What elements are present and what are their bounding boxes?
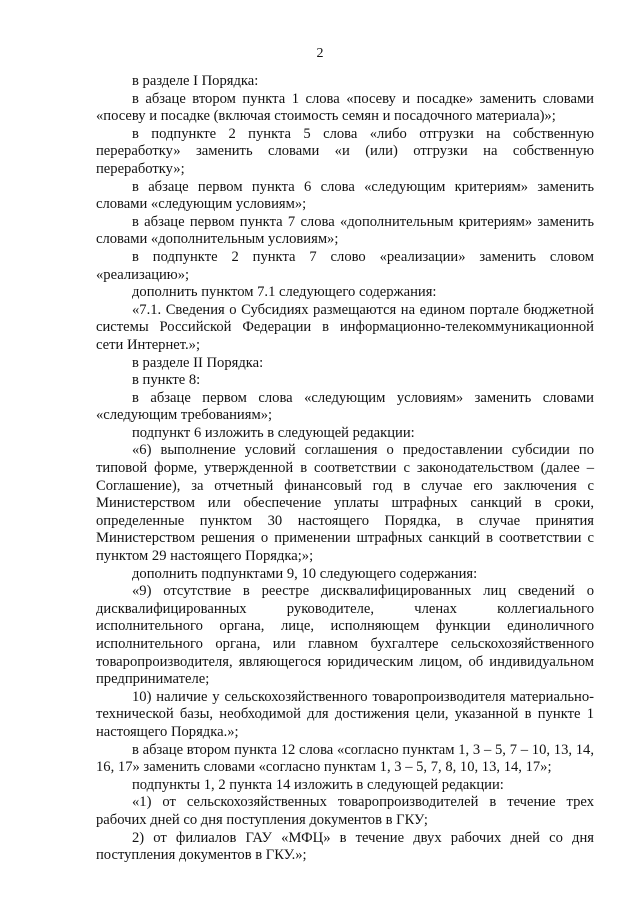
paragraph: в подпункте 2 пункта 5 слова «либо отгрузки на собственную переработку» заменить словами «и (или) отгрузки на собственную переработку»; <box>96 125 594 177</box>
paragraph: «7.1. Сведения о Субсидиях размещаются на едином портале бюджетной системы Российской Федерации в информационно-телекоммуникационной сети Интернет.»; <box>96 301 594 353</box>
paragraph: 2) от филиалов ГАУ «МФЦ» в течение двух рабочих дней со дня поступления документов в ГКУ.»; <box>96 829 594 864</box>
paragraph: «6) выполнение условий соглашения о предоставлении субсидии по типовой форме, утвержденной в соответствии с законодательством (далее – Соглашение), за отчетный финансовый год в случае его заключения с Министерством или обеспечение уплаты штрафных санкций в сроки, определенные пунктом 30 настоящего Порядка, в случае принятия Министерством решения о применении штрафных санкций в соответствии с пунктом 29 настоящего Порядка;»; <box>96 442 594 565</box>
paragraph: подпункты 1, 2 пункта 14 изложить в следующей редакции: <box>132 776 504 793</box>
page-number: 2 <box>316 46 324 61</box>
paragraph: в разделе II Порядка: <box>132 354 264 371</box>
paragraph: «1) от сельскохозяйственных товаропроизводителей в течение трех рабочих дней со дня поступления документов в ГКУ; <box>96 794 594 828</box>
document-body <box>96 73 594 865</box>
paragraph: в абзаце втором пункта 1 слова «посеву и посадке» заменить словами «посеву и посадке (включая стоимость семян и посадочного материала)»; <box>96 90 594 125</box>
paragraph: дополнить пунктом 7.1 следующего содержания: <box>132 284 437 301</box>
paragraph: дополнить подпунктами 9, 10 следующего содержания: <box>132 565 478 582</box>
paragraph: 10) наличие у сельскохозяйственного товаропроизводителя материально-технической базы, необходимой для достижения цели, указанной в пункте 1 настоящего Порядка.»; <box>96 688 594 740</box>
paragraph: в пункте 8: <box>132 372 201 389</box>
paragraph: в подпункте 2 пункта 7 слово «реализации» заменить словом «реализацию»; <box>96 248 594 283</box>
paragraph: «9) отсутствие в реестре дисквалифицированных лиц сведений о дисквалифицированных руководителе, членах коллегиального исполнительного органа, лице, исполняющем функции единоличного исполнительного органа, или главном бухгалтере сельскохозяйственного товаропроизводителя, являющегося юридическим лицом, об индивидуальном предпринимателе; <box>96 583 594 688</box>
paragraph: подпункт 6 изложить в следующей редакции: <box>132 424 415 441</box>
paragraph: в абзаце втором пункта 12 слова «согласно пунктам 1, 3 – 5, 7 – 10, 13, 14, 16, 17» заменить словами «согласно пунктам 1, 3 – 5, 7, 8, 10, 13, 14, 17»; <box>96 741 594 776</box>
paragraph: в абзаце первом слова «следующим условиям» заменить словами «следующим требованиям»; <box>96 389 594 424</box>
paragraph: в разделе I Порядка: <box>132 73 259 89</box>
paragraph: в абзаце первом пункта 7 слова «дополнительным критериям» заменить словами «дополнительным условиям»; <box>96 213 594 248</box>
paragraph: в абзаце первом пункта 6 слова «следующим критериям» заменить словами «следующим условиям»; <box>96 178 594 213</box>
